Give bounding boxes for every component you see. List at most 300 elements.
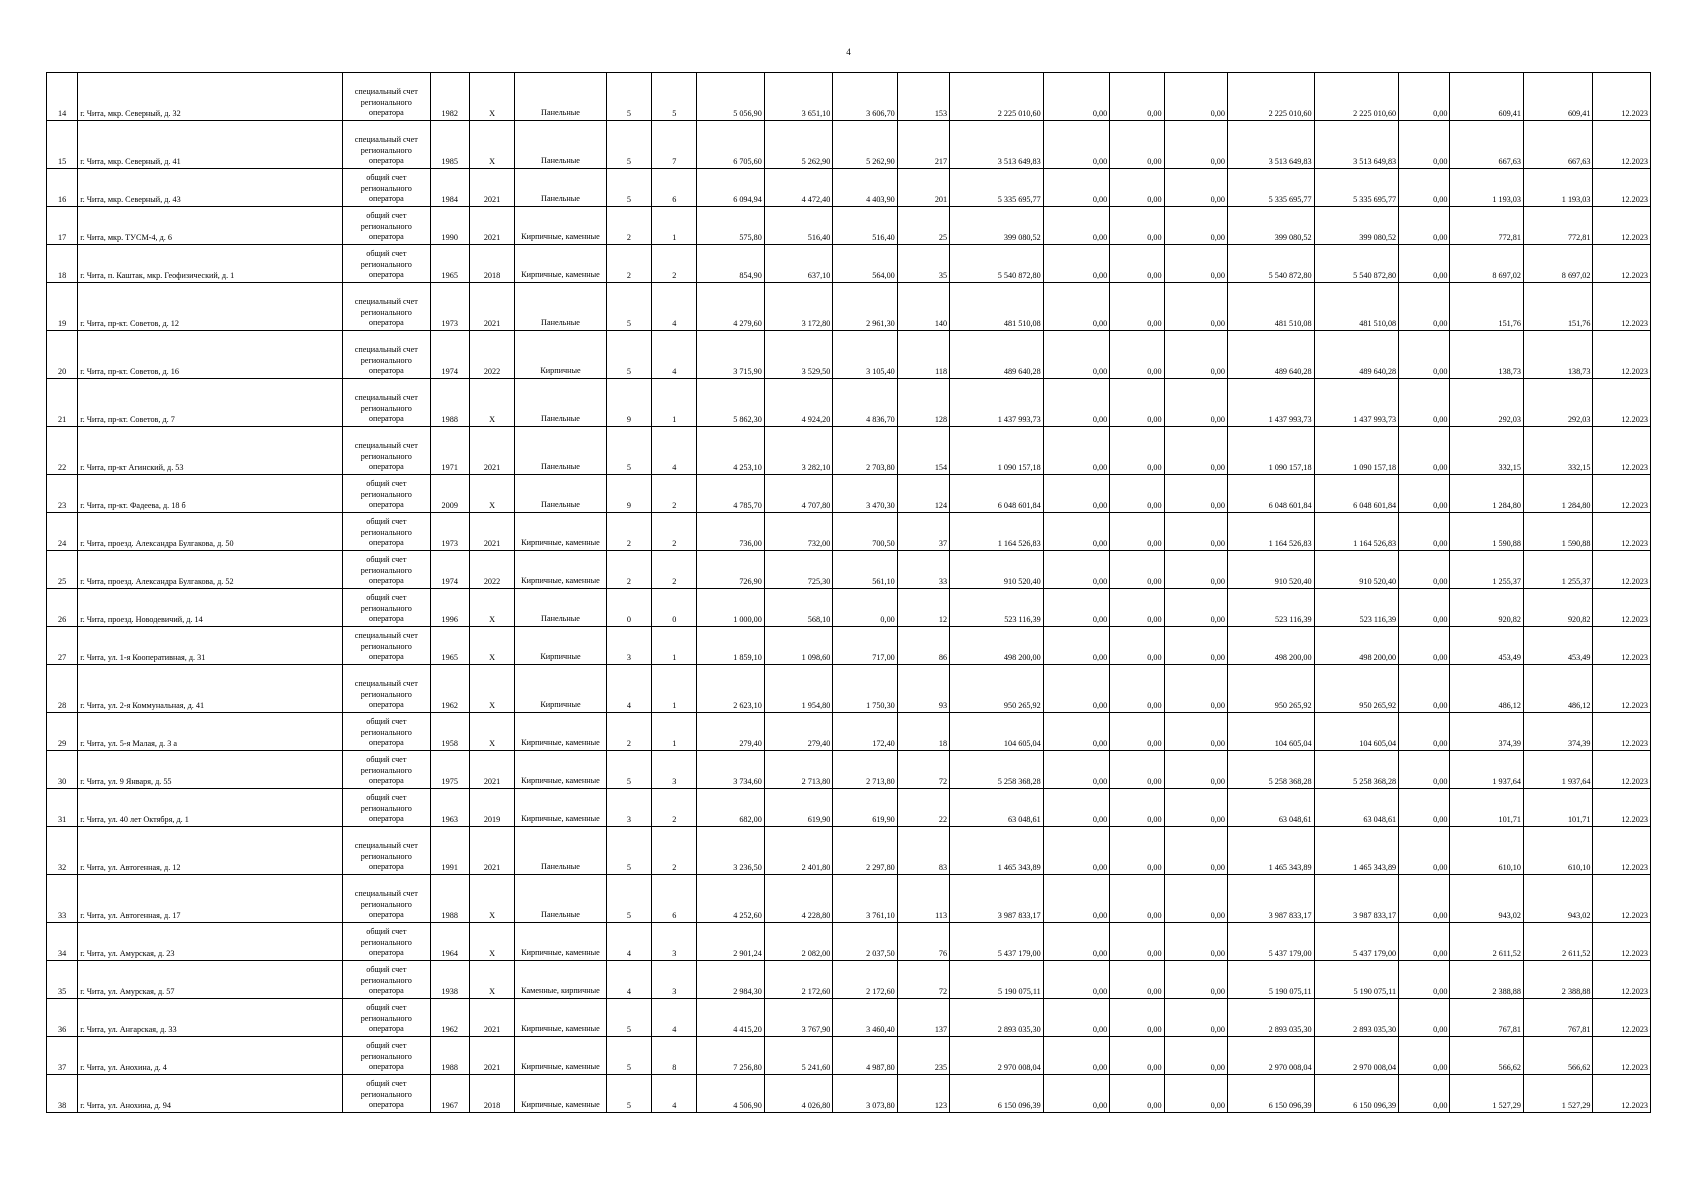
residents-cell: 154: [897, 427, 949, 475]
unit-cost-limit-cell: 292,03: [1523, 379, 1592, 427]
fund-regional-cell: 0,00: [1110, 665, 1164, 713]
fund-federal-cell: 0,00: [1043, 1075, 1109, 1113]
fund-owners-cell: 1 090 157,18: [1227, 427, 1314, 475]
repair-cost-cell: 2 225 010,60: [950, 73, 1044, 121]
fund-owners-cell: 3 987 833,17: [1227, 875, 1314, 923]
floors-cell: 2: [606, 245, 651, 283]
last-repair-year-cell: Х: [469, 665, 514, 713]
residential-area-cell: 2 961,30: [833, 283, 897, 331]
fund-method-cell: специальный счет регионального оператора: [343, 331, 431, 379]
premises-area-cell: 568,10: [764, 589, 832, 627]
address-cell: г. Чита, ул. Ангарская, д. 33: [78, 999, 343, 1037]
floors-cell: 4: [606, 961, 651, 999]
total-area-cell: 726,90: [697, 551, 764, 589]
fund-owners-cell: 3 513 649,83: [1227, 121, 1314, 169]
table-row: [47, 961, 1651, 999]
residents-cell: 153: [897, 73, 949, 121]
fund-method-cell: общий счет регионального оператора: [343, 789, 431, 827]
wall-material-cell: Кирпичные, каменные: [515, 789, 607, 827]
row-number-cell: 15: [47, 121, 78, 169]
fund-local-cell: 0,00: [1164, 331, 1227, 379]
row-number-cell: 16: [47, 169, 78, 207]
fund-owners-account-cell: 1 437 993,73: [1314, 379, 1399, 427]
floors-cell: 5: [606, 331, 651, 379]
fund-federal-cell: 0,00: [1043, 827, 1109, 875]
fund-federal-cell: 0,00: [1043, 751, 1109, 789]
entrances-cell: 7: [652, 121, 697, 169]
unit-cost-cell: 772,81: [1450, 207, 1524, 245]
fund-other-cell: 0,00: [1399, 961, 1450, 999]
table-row: [47, 589, 1651, 627]
fund-regional-cell: 0,00: [1110, 589, 1164, 627]
residents-cell: 140: [897, 283, 949, 331]
fund-local-cell: 0,00: [1164, 999, 1227, 1037]
residents-cell: 35: [897, 245, 949, 283]
entrances-cell: 1: [652, 713, 697, 751]
last-repair-year-cell: 2022: [469, 551, 514, 589]
premises-area-cell: 725,30: [764, 551, 832, 589]
unit-cost-limit-cell: 101,71: [1523, 789, 1592, 827]
repair-cost-cell: 5 335 695,77: [950, 169, 1044, 207]
fund-federal-cell: 0,00: [1043, 1037, 1109, 1075]
floors-cell: 4: [606, 923, 651, 961]
repair-cost-cell: 6 150 096,39: [950, 1075, 1044, 1113]
repair-cost-cell: 399 080,52: [950, 207, 1044, 245]
unit-cost-cell: 374,39: [1450, 713, 1524, 751]
unit-cost-cell: 1 284,80: [1450, 475, 1524, 513]
unit-cost-limit-cell: 453,49: [1523, 627, 1592, 665]
residential-area-cell: 700,50: [833, 513, 897, 551]
repair-cost-cell: 2 893 035,30: [950, 999, 1044, 1037]
floors-cell: 3: [606, 789, 651, 827]
total-area-cell: 736,00: [697, 513, 764, 551]
fund-regional-cell: 0,00: [1110, 475, 1164, 513]
fund-other-cell: 0,00: [1399, 331, 1450, 379]
entrances-cell: 4: [652, 283, 697, 331]
unit-cost-limit-cell: 1 193,03: [1523, 169, 1592, 207]
fund-owners-account-cell: 3 513 649,83: [1314, 121, 1399, 169]
fund-method-cell: общий счет регионального оператора: [343, 751, 431, 789]
fund-federal-cell: 0,00: [1043, 513, 1109, 551]
row-number-cell: 30: [47, 751, 78, 789]
repair-cost-cell: 5 437 179,00: [950, 923, 1044, 961]
row-number-cell: 27: [47, 627, 78, 665]
fund-method-cell: специальный счет регионального оператора: [343, 827, 431, 875]
wall-material-cell: Кирпичные, каменные: [515, 999, 607, 1037]
unit-cost-cell: 943,02: [1450, 875, 1524, 923]
fund-federal-cell: 0,00: [1043, 331, 1109, 379]
residential-area-cell: 3 460,40: [833, 999, 897, 1037]
completion-date-cell: 12.2023: [1593, 627, 1651, 665]
fund-method-cell: специальный счет регионального оператора: [343, 875, 431, 923]
fund-local-cell: 0,00: [1164, 73, 1227, 121]
unit-cost-limit-cell: 2 388,88: [1523, 961, 1592, 999]
floors-cell: 0: [606, 589, 651, 627]
fund-owners-cell: 523 116,39: [1227, 589, 1314, 627]
residential-area-cell: 172,40: [833, 713, 897, 751]
entrances-cell: 4: [652, 331, 697, 379]
entrances-cell: 1: [652, 665, 697, 713]
floors-cell: 2: [606, 513, 651, 551]
entrances-cell: 2: [652, 827, 697, 875]
completion-date-cell: 12.2023: [1593, 551, 1651, 589]
fund-federal-cell: 0,00: [1043, 627, 1109, 665]
fund-federal-cell: 0,00: [1043, 713, 1109, 751]
premises-area-cell: 619,90: [764, 789, 832, 827]
repair-cost-cell: 950 265,92: [950, 665, 1044, 713]
repair-cost-cell: 5 258 368,28: [950, 751, 1044, 789]
entrances-cell: 4: [652, 427, 697, 475]
fund-local-cell: 0,00: [1164, 589, 1227, 627]
completion-date-cell: 12.2023: [1593, 961, 1651, 999]
residential-area-cell: 2 297,80: [833, 827, 897, 875]
fund-federal-cell: 0,00: [1043, 169, 1109, 207]
fund-other-cell: 0,00: [1399, 751, 1450, 789]
entrances-cell: 4: [652, 1075, 697, 1113]
completion-date-cell: 12.2023: [1593, 827, 1651, 875]
fund-owners-cell: 910 520,40: [1227, 551, 1314, 589]
fund-other-cell: 0,00: [1399, 283, 1450, 331]
fund-owners-account-cell: 6 048 601,84: [1314, 475, 1399, 513]
last-repair-year-cell: Х: [469, 627, 514, 665]
fund-local-cell: 0,00: [1164, 713, 1227, 751]
address-cell: г. Чита, пр-кт. Советов, д. 7: [78, 379, 343, 427]
entrances-cell: 8: [652, 1037, 697, 1075]
fund-local-cell: 0,00: [1164, 513, 1227, 551]
residents-cell: 72: [897, 961, 949, 999]
fund-method-cell: общий счет регионального оператора: [343, 999, 431, 1037]
row-number-cell: 25: [47, 551, 78, 589]
table-row: [47, 73, 1651, 121]
total-area-cell: 2 984,30: [697, 961, 764, 999]
fund-other-cell: 0,00: [1399, 789, 1450, 827]
completion-date-cell: 12.2023: [1593, 875, 1651, 923]
total-area-cell: 2 623,10: [697, 665, 764, 713]
fund-federal-cell: 0,00: [1043, 379, 1109, 427]
fund-federal-cell: 0,00: [1043, 551, 1109, 589]
residential-area-cell: 4 836,70: [833, 379, 897, 427]
last-repair-year-cell: 2021: [469, 751, 514, 789]
last-repair-year-cell: Х: [469, 73, 514, 121]
fund-local-cell: 0,00: [1164, 207, 1227, 245]
residential-area-cell: 4 987,80: [833, 1037, 897, 1075]
wall-material-cell: Кирпичные, каменные: [515, 245, 607, 283]
row-number-cell: 36: [47, 999, 78, 1037]
fund-owners-cell: 5 258 368,28: [1227, 751, 1314, 789]
residents-cell: 33: [897, 551, 949, 589]
repair-cost-cell: 6 048 601,84: [950, 475, 1044, 513]
fund-regional-cell: 0,00: [1110, 1037, 1164, 1075]
fund-local-cell: 0,00: [1164, 427, 1227, 475]
residential-area-cell: 2 703,80: [833, 427, 897, 475]
premises-area-cell: 4 707,80: [764, 475, 832, 513]
build-year-cell: 1975: [430, 751, 469, 789]
wall-material-cell: Панельные: [515, 121, 607, 169]
last-repair-year-cell: Х: [469, 961, 514, 999]
fund-other-cell: 0,00: [1399, 1075, 1450, 1113]
unit-cost-cell: 609,41: [1450, 73, 1524, 121]
fund-owners-account-cell: 5 258 368,28: [1314, 751, 1399, 789]
table-row: [47, 513, 1651, 551]
total-area-cell: 3 715,90: [697, 331, 764, 379]
fund-other-cell: 0,00: [1399, 245, 1450, 283]
row-number-cell: 29: [47, 713, 78, 751]
floors-cell: 5: [606, 121, 651, 169]
build-year-cell: 1991: [430, 827, 469, 875]
premises-area-cell: 3 282,10: [764, 427, 832, 475]
fund-other-cell: 0,00: [1399, 427, 1450, 475]
entrances-cell: 1: [652, 627, 697, 665]
address-cell: г. Чита, мкр. Северный, д. 32: [78, 73, 343, 121]
address-cell: г. Чита, п. Каштак, мкр. Геофизический, д. 1: [78, 245, 343, 283]
fund-local-cell: 0,00: [1164, 551, 1227, 589]
row-number-cell: 14: [47, 73, 78, 121]
fund-method-cell: общий счет регионального оператора: [343, 961, 431, 999]
fund-owners-account-cell: 910 520,40: [1314, 551, 1399, 589]
fund-other-cell: 0,00: [1399, 875, 1450, 923]
fund-method-cell: специальный счет регионального оператора: [343, 379, 431, 427]
table-row: [47, 245, 1651, 283]
premises-area-cell: 2 172,60: [764, 961, 832, 999]
repair-cost-cell: 498 200,00: [950, 627, 1044, 665]
fund-local-cell: 0,00: [1164, 961, 1227, 999]
unit-cost-limit-cell: 1 590,88: [1523, 513, 1592, 551]
entrances-cell: 2: [652, 475, 697, 513]
residents-cell: 123: [897, 1075, 949, 1113]
fund-owners-account-cell: 1 465 343,89: [1314, 827, 1399, 875]
row-number-cell: 17: [47, 207, 78, 245]
entrances-cell: 4: [652, 999, 697, 1037]
repair-cost-cell: 3 987 833,17: [950, 875, 1044, 923]
fund-regional-cell: 0,00: [1110, 379, 1164, 427]
unit-cost-limit-cell: 151,76: [1523, 283, 1592, 331]
address-cell: г. Чита, мкр. Северный, д. 41: [78, 121, 343, 169]
table-row: [47, 1075, 1651, 1113]
total-area-cell: 4 252,60: [697, 875, 764, 923]
fund-regional-cell: 0,00: [1110, 73, 1164, 121]
last-repair-year-cell: Х: [469, 923, 514, 961]
completion-date-cell: 12.2023: [1593, 1037, 1651, 1075]
fund-regional-cell: 0,00: [1110, 283, 1164, 331]
floors-cell: 5: [606, 827, 651, 875]
repair-cost-cell: 5 190 075,11: [950, 961, 1044, 999]
premises-area-cell: 4 472,40: [764, 169, 832, 207]
last-repair-year-cell: 2021: [469, 513, 514, 551]
fund-method-cell: общий счет регионального оператора: [343, 475, 431, 513]
fund-owners-cell: 6 150 096,39: [1227, 1075, 1314, 1113]
floors-cell: 2: [606, 713, 651, 751]
fund-owners-account-cell: 2 893 035,30: [1314, 999, 1399, 1037]
row-number-cell: 22: [47, 427, 78, 475]
total-area-cell: 6 094,94: [697, 169, 764, 207]
last-repair-year-cell: 2021: [469, 427, 514, 475]
fund-method-cell: общий счет регионального оператора: [343, 1075, 431, 1113]
row-number-cell: 24: [47, 513, 78, 551]
completion-date-cell: 12.2023: [1593, 589, 1651, 627]
completion-date-cell: 12.2023: [1593, 513, 1651, 551]
floors-cell: 2: [606, 207, 651, 245]
completion-date-cell: 12.2023: [1593, 169, 1651, 207]
fund-owners-account-cell: 2 225 010,60: [1314, 73, 1399, 121]
completion-date-cell: 12.2023: [1593, 331, 1651, 379]
fund-other-cell: 0,00: [1399, 379, 1450, 427]
completion-date-cell: 12.2023: [1593, 121, 1651, 169]
entrances-cell: 2: [652, 789, 697, 827]
residents-cell: 201: [897, 169, 949, 207]
fund-other-cell: 0,00: [1399, 207, 1450, 245]
fund-other-cell: 0,00: [1399, 627, 1450, 665]
address-cell: г. Чита, ул. 1-я Кооперативная, д. 31: [78, 627, 343, 665]
fund-regional-cell: 0,00: [1110, 551, 1164, 589]
row-number-cell: 23: [47, 475, 78, 513]
fund-method-cell: специальный счет регионального оператора: [343, 665, 431, 713]
fund-owners-account-cell: 399 080,52: [1314, 207, 1399, 245]
last-repair-year-cell: 2021: [469, 999, 514, 1037]
total-area-cell: 4 785,70: [697, 475, 764, 513]
fund-method-cell: специальный счет регионального оператора: [343, 121, 431, 169]
wall-material-cell: Панельные: [515, 169, 607, 207]
floors-cell: 5: [606, 751, 651, 789]
unit-cost-limit-cell: 1 527,29: [1523, 1075, 1592, 1113]
build-year-cell: 1985: [430, 121, 469, 169]
fund-regional-cell: 0,00: [1110, 827, 1164, 875]
table-row: [47, 169, 1651, 207]
residential-area-cell: 2 172,60: [833, 961, 897, 999]
fund-owners-cell: 5 190 075,11: [1227, 961, 1314, 999]
address-cell: г. Чита, ул. Анохина, д. 94: [78, 1075, 343, 1113]
entrances-cell: 2: [652, 513, 697, 551]
total-area-cell: 5 862,30: [697, 379, 764, 427]
fund-regional-cell: 0,00: [1110, 121, 1164, 169]
fund-federal-cell: 0,00: [1043, 121, 1109, 169]
unit-cost-cell: 566,62: [1450, 1037, 1524, 1075]
fund-regional-cell: 0,00: [1110, 427, 1164, 475]
unit-cost-limit-cell: 920,82: [1523, 589, 1592, 627]
repair-cost-cell: 1 437 993,73: [950, 379, 1044, 427]
last-repair-year-cell: Х: [469, 475, 514, 513]
fund-regional-cell: 0,00: [1110, 789, 1164, 827]
completion-date-cell: 12.2023: [1593, 73, 1651, 121]
repair-cost-cell: 489 640,28: [950, 331, 1044, 379]
address-cell: г. Чита, ул. Автогенная, д. 12: [78, 827, 343, 875]
unit-cost-cell: 1 255,37: [1450, 551, 1524, 589]
fund-method-cell: общий счет регионального оператора: [343, 169, 431, 207]
wall-material-cell: Панельные: [515, 427, 607, 475]
fund-owners-account-cell: 5 437 179,00: [1314, 923, 1399, 961]
fund-regional-cell: 0,00: [1110, 513, 1164, 551]
last-repair-year-cell: 2021: [469, 207, 514, 245]
fund-regional-cell: 0,00: [1110, 999, 1164, 1037]
unit-cost-cell: 292,03: [1450, 379, 1524, 427]
unit-cost-limit-cell: 772,81: [1523, 207, 1592, 245]
residential-area-cell: 2 713,80: [833, 751, 897, 789]
premises-area-cell: 1 098,60: [764, 627, 832, 665]
fund-federal-cell: 0,00: [1043, 589, 1109, 627]
unit-cost-cell: 486,12: [1450, 665, 1524, 713]
table-row: [47, 999, 1651, 1037]
fund-owners-account-cell: 6 150 096,39: [1314, 1075, 1399, 1113]
unit-cost-cell: 1 527,29: [1450, 1075, 1524, 1113]
fund-method-cell: общий счет регионального оператора: [343, 207, 431, 245]
last-repair-year-cell: 2018: [469, 245, 514, 283]
residents-cell: 12: [897, 589, 949, 627]
repair-cost-cell: 1 090 157,18: [950, 427, 1044, 475]
total-area-cell: 3 734,60: [697, 751, 764, 789]
fund-regional-cell: 0,00: [1110, 331, 1164, 379]
fund-owners-cell: 1 437 993,73: [1227, 379, 1314, 427]
floors-cell: 5: [606, 999, 651, 1037]
unit-cost-cell: 1 590,88: [1450, 513, 1524, 551]
build-year-cell: 1988: [430, 1037, 469, 1075]
fund-owners-account-cell: 5 335 695,77: [1314, 169, 1399, 207]
build-year-cell: 2009: [430, 475, 469, 513]
fund-federal-cell: 0,00: [1043, 961, 1109, 999]
residential-area-cell: 3 105,40: [833, 331, 897, 379]
row-number-cell: 31: [47, 789, 78, 827]
unit-cost-limit-cell: 767,81: [1523, 999, 1592, 1037]
build-year-cell: 1988: [430, 379, 469, 427]
unit-cost-limit-cell: 609,41: [1523, 73, 1592, 121]
unit-cost-cell: 667,63: [1450, 121, 1524, 169]
floors-cell: 5: [606, 283, 651, 331]
build-year-cell: 1988: [430, 875, 469, 923]
build-year-cell: 1971: [430, 427, 469, 475]
fund-regional-cell: 0,00: [1110, 875, 1164, 923]
unit-cost-limit-cell: 8 697,02: [1523, 245, 1592, 283]
row-number-cell: 19: [47, 283, 78, 331]
total-area-cell: 4 415,20: [697, 999, 764, 1037]
address-cell: г. Чита, проезд. Александра Булгакова, д. 52: [78, 551, 343, 589]
floors-cell: 9: [606, 475, 651, 513]
total-area-cell: 4 506,90: [697, 1075, 764, 1113]
premises-area-cell: 3 651,10: [764, 73, 832, 121]
unit-cost-cell: 8 697,02: [1450, 245, 1524, 283]
fund-other-cell: 0,00: [1399, 713, 1450, 751]
address-cell: г. Чита, проезд. Новодевичий, д. 14: [78, 589, 343, 627]
wall-material-cell: Панельные: [515, 379, 607, 427]
premises-area-cell: 4 228,80: [764, 875, 832, 923]
residential-area-cell: 3 470,30: [833, 475, 897, 513]
unit-cost-cell: 453,49: [1450, 627, 1524, 665]
row-number-cell: 35: [47, 961, 78, 999]
entrances-cell: 6: [652, 875, 697, 923]
table-row: [47, 665, 1651, 713]
wall-material-cell: Кирпичные, каменные: [515, 207, 607, 245]
wall-material-cell: Кирпичные: [515, 331, 607, 379]
fund-local-cell: 0,00: [1164, 875, 1227, 923]
build-year-cell: 1990: [430, 207, 469, 245]
repair-cost-cell: 3 513 649,83: [950, 121, 1044, 169]
fund-local-cell: 0,00: [1164, 1037, 1227, 1075]
table-row: [47, 789, 1651, 827]
wall-material-cell: Панельные: [515, 73, 607, 121]
fund-owners-cell: 2 893 035,30: [1227, 999, 1314, 1037]
residential-area-cell: 3 761,10: [833, 875, 897, 923]
floors-cell: 5: [606, 1037, 651, 1075]
residents-cell: 118: [897, 331, 949, 379]
unit-cost-cell: 767,81: [1450, 999, 1524, 1037]
completion-date-cell: 12.2023: [1593, 1075, 1651, 1113]
premises-area-cell: 2 082,00: [764, 923, 832, 961]
residential-area-cell: 4 403,90: [833, 169, 897, 207]
fund-owners-cell: 481 510,08: [1227, 283, 1314, 331]
fund-owners-account-cell: 498 200,00: [1314, 627, 1399, 665]
fund-method-cell: общий счет регионального оператора: [343, 245, 431, 283]
fund-owners-cell: 5 335 695,77: [1227, 169, 1314, 207]
residents-cell: 113: [897, 875, 949, 923]
repair-cost-cell: 2 970 008,04: [950, 1037, 1044, 1075]
premises-area-cell: 3 172,80: [764, 283, 832, 331]
